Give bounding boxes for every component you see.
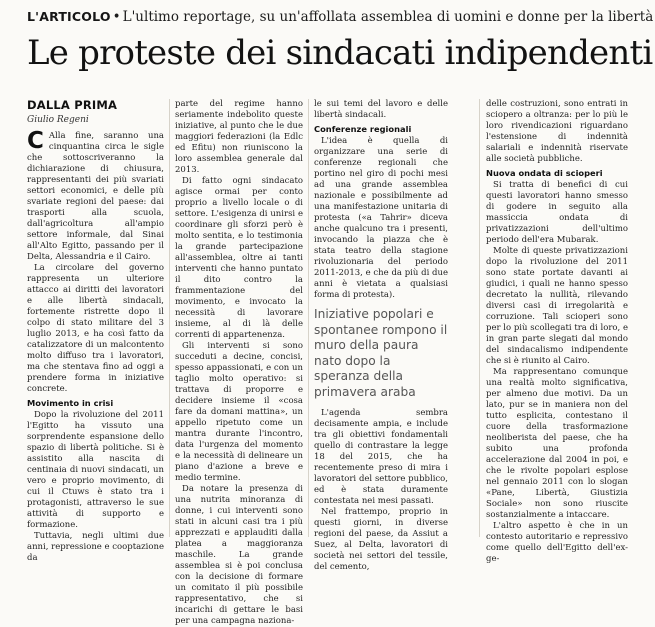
article-column-3 bbox=[314, 99, 448, 573]
paragraph: parte del regime hanno seriamente indebolito queste iniziative, al punto che le due maggiori federazioni (la Edlc ed Efitu) non riuniscono la loro assemblea generale dal 2013. bbox=[175, 99, 303, 175]
article-column-4 bbox=[486, 99, 628, 565]
kicker: DALLA PRIMA bbox=[27, 98, 118, 112]
section-rubric: L'ARTICOLO bbox=[27, 9, 111, 24]
headline: Le proteste dei sindacati indipendenti bbox=[27, 33, 653, 73]
paragraph: Molte di queste privatizzazioni dopo la rivoluzione del 2011 sono state portate davanti ai giudici, i quali ne hanno spesso decretato la nullità, rilevando diversi casi di irregolarità e corruzione. Tali scioperi sono per lo più scollegati tra di loro, e in gran parte slegati dal mondo del sindacalismo indipendente che si è riunito al Cairo. bbox=[486, 246, 628, 366]
column-divider bbox=[169, 99, 170, 537]
tagline: L'ultimo reportage, su un'affollata assemblea di uomini e donne per la libertà bbox=[122, 9, 654, 25]
paragraph: Ma rappresentano comunque una realtà molto significativa, per almeno due motivi. Da un lato, pur se in maniera non del tutto esplicita, contestano il cuore della trasformazione neoliberista del paese, che ha subito una profonda accelerazione dal 2004 in poi, e che le rivolte popolari esplose nel gennaio 2011 con lo slogan «Pane, Libertà, Giustizia Sociale» non sono riuscite sostanzialmente a intaccare. bbox=[486, 367, 628, 520]
article-column-2 bbox=[175, 99, 303, 627]
article-topline bbox=[27, 9, 654, 25]
paragraph: delle costruzioni, sono entrati in sciopero a oltranza: per lo più le loro rivendicazioni riguardano l'estensione di indennità salariali e indennità riservate alle società pubbliche. bbox=[486, 99, 628, 164]
rubric-separator: • bbox=[112, 9, 121, 25]
pull-quote: Iniziative popolari e spontanee rompono il muro della paura nato dopo la speranza della primavera araba bbox=[314, 307, 448, 399]
paragraph: La circolare del governo rappresenta un ulteriore attacco ai diritti dei lavoratori e alle libertà sindacali, fortemente ristrette dopo il colpo di stato militare del 3 luglio 2013, e ha così fatto da catalizzatore di un malcontento molto diffuso tra i lavoratori, ma che stentava fino ad oggi a prendere forma in iniziative concrete. bbox=[27, 263, 164, 394]
drop-cap: C bbox=[27, 128, 44, 154]
article-column-1 bbox=[27, 99, 164, 564]
column-divider bbox=[479, 99, 480, 537]
paragraph: Gli interventi si sono succeduti a decine, concisi, spesso appassionati, e con un taglio molto operativo: si trattava di proporre e decidere insieme il «cosa fare da domani mattina», un appello ripetuto come un mantra durante l'incontro, data l'urgenza del momento e la necessità di delineare un piano d'azione a breve e medio termine. bbox=[175, 341, 303, 483]
paragraph: le sui temi del lavoro e delle libertà sindacali. bbox=[314, 99, 448, 120]
paragraph: Di fatto ogni sindacato agisce ormai per conto proprio a livello locale o di settore. L'esigenza di unirsi e coordinare gli sforzi però è molto sentita, e lo testimonia la grande partecipazione all'assemblea, oltre ai tanti interventi che hanno puntato il dito contro la frammentazione del movimento, e invocato la necessità di lavorare insieme, al di là delle correnti di appartenenza. bbox=[175, 176, 303, 340]
paragraph: L'altro aspetto è che in un contesto autoritario e repressivo come quello dell'Egitto dell'ex-ge- bbox=[486, 521, 628, 564]
paragraph: Si tratta di benefici di cui questi lavoratori hanno smesso di godere in seguito alla massiccia ondata di privatizzazioni dell'ultimo periodo dell'era Mubarak. bbox=[486, 180, 628, 245]
paragraph: L'agenda sembra decisamente ampia, e include tra gli obiettivi fondamentali quello di contrastare la legge 18 del 2015, che ha recentemente preso di mira i lavoratori del settore pubblico, ed è stata duramente contestata nei mesi passati. bbox=[314, 408, 448, 506]
column-divider bbox=[308, 99, 309, 537]
paragraph: Tuttavia, negli ultimi due anni, repressione e cooptazione da bbox=[27, 531, 165, 563]
paragraph: Dopo la rivoluzione del 2011 l'Egitto ha vissuto una sorprendente espansione dello spazio di libertà politiche. Si è assistito alla nascita di centinaia di nuovi sindacati, un vero e proprio movimento, di cui il Ctuws è stato tra i protagonisti, attraverso le sue attività di supporto e formazione. bbox=[27, 410, 164, 530]
section-heading: Nuova ondata di scioperi bbox=[486, 168, 603, 178]
paragraph bbox=[27, 128, 164, 263]
author-byline: Giulio Regeni bbox=[27, 115, 89, 125]
paragraph: L'idea è quella di organizzare una serie di conferenze regionali che portino nel giro di pochi mesi ad una grande assemblea nazionale e possibilmente ad una manifestazione unitaria di protesta («a Tahrir» diceva anche qualcuno tra i presenti, invocando la piazza che è stata teatro della stagione rivoluzionaria del periodo 2011-2013, e che da più di due anni è vietata a qualsiasi forma di protesta). bbox=[314, 136, 448, 300]
section-heading: Conferenze regionali bbox=[314, 124, 412, 134]
paragraph: Nel frattempo, proprio in questi giorni, in diverse regioni del paese, da Assiut a Suez, al Delta, lavoratori di società nei settori del tessile, del cemento, bbox=[314, 507, 448, 572]
paragraph-text: Alla fine, saranno una cinquantina circa le sigle che sottoscriveranno la dichiarazione di chiusura, rappresentanti dei più svariati settori economici, e delle più svariate regioni del paese: dai trasporti alla scuola, dall'agricoltura all'ampio settore informale, dal Sinai all'Alto Egitto, passando per il Delta, Alessandria e il Cairo. bbox=[27, 131, 164, 262]
paragraph: Da notare la presenza di una nutrita minoranza di donne, i cui interventi sono stati in alcuni casi tra i più apprezzati e applauditi dalla platea a maggioranza maschile. La grande assemblea si è poi conclusa con la decisione di formare un comitato il più possibile rappresentativo, che si incarichi di gettare le basi per una campagna naziona- bbox=[175, 484, 303, 626]
section-heading: Movimento in crisi bbox=[27, 398, 114, 408]
